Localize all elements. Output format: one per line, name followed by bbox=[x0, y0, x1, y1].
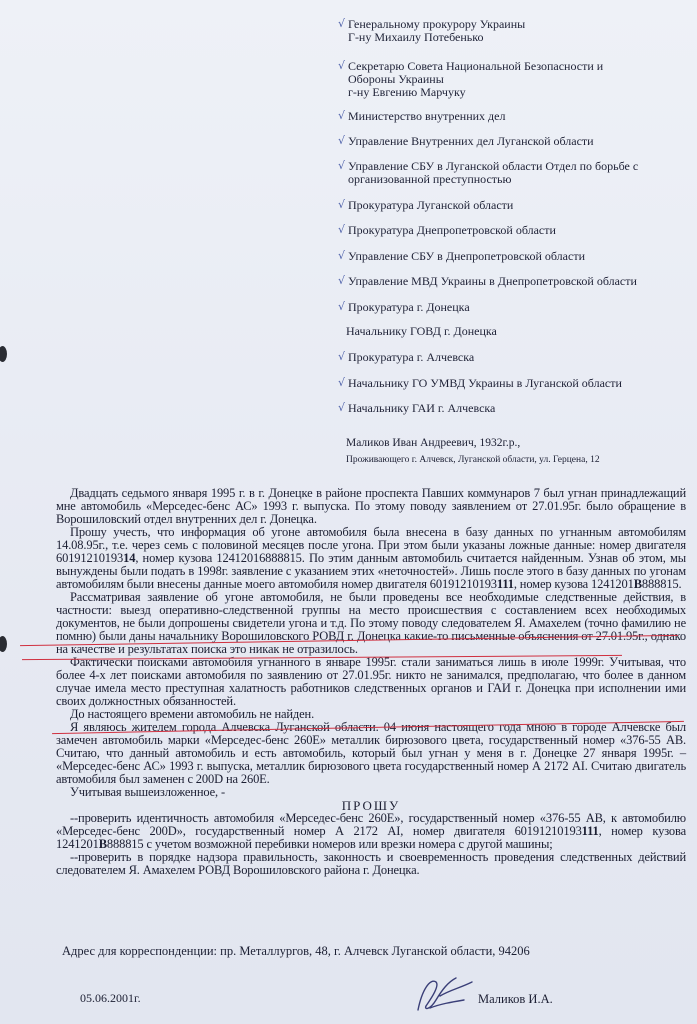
paragraph: До настоящего времени автомобиль не найден. bbox=[70, 707, 315, 721]
letter-body bbox=[56, 487, 686, 877]
request-title: ПРОШУ bbox=[341, 798, 401, 813]
addressee: √ Прокуратура Луганской области bbox=[338, 198, 514, 212]
paragraph: Учитывая вышеизложенное, - bbox=[70, 785, 225, 799]
sender-name: Маликов Иван Андреевич, 1932г.р., bbox=[346, 437, 521, 449]
check-mark-icon: √ bbox=[338, 401, 346, 414]
addressee: √ Прокуратура г. Донецка bbox=[338, 300, 470, 314]
paragraph: Прошу учесть, что информация об угоне автомобиля была внесена в базу данных по угнанным автомобилям 14.08.95г., т.е. через семь с половиной месяцев после угона. При этом были указаны ложные данные: номер двигателя 6019121019314, номер кузова 12412016888815. По этим данным автомобиль считается найденным. Узнав об этом, мы вынуждены были подать в 1998г. заявление с указанием этих «неточностей». Лишь после этого в базу данных по угонам автомобилям были внесены данные моего автомобиля номер двигателя 60191210193111, номер кузова 1241201B888815. bbox=[56, 525, 686, 591]
addressee: Г-ну Михаилу Потебенько bbox=[348, 30, 484, 44]
paragraph: --проверить в порядке надзора правильность, законность и своевременность проведения следственных действий следователем Я. Амахелем РОВД Ворошиловского района г. Донецка. bbox=[56, 850, 686, 877]
addressee: организованной преступностью bbox=[348, 172, 512, 186]
check-mark-icon: √ bbox=[338, 223, 346, 236]
addressee: √ Министерство внутренних дел bbox=[338, 109, 506, 123]
letter-date: 05.06.2001г. bbox=[80, 991, 141, 1005]
sender-residence: Проживающего г. Алчевск, Луганской области, ул. Герцена, 12 bbox=[346, 455, 600, 465]
check-mark-icon: √ bbox=[338, 249, 346, 262]
addressee: √ Управление МВД Украины в Днепропетровской области bbox=[338, 274, 637, 288]
paragraph: Двадцать седьмого января 1995 г. в г. Донецке в районе проспекта Павших коммунаров 7 был угнан принадлежащий мне автомобиль «Мерседес-бенс АС» 1993 г. выпуска. По этому поводу заявлением от 27.01.95г. было обращение в Ворошиловский отдел внутренних дел г. Донецка. bbox=[56, 486, 686, 526]
punch-hole bbox=[0, 346, 7, 362]
addressee: √ Секретарю Совета Национальной Безопасности и bbox=[338, 59, 604, 73]
addressee: √ Прокуратура г. Алчевска bbox=[338, 350, 475, 364]
punch-hole bbox=[0, 636, 7, 652]
addressee: √ Генеральному прокурору Украины bbox=[338, 17, 526, 31]
addressee: √ Управление СБУ в Днепропетровской области bbox=[338, 249, 585, 263]
check-mark-icon: √ bbox=[338, 300, 346, 313]
sender-block bbox=[346, 437, 691, 466]
addressee: √ Прокуратура Днепропетровской области bbox=[338, 223, 556, 237]
check-mark-icon: √ bbox=[338, 159, 346, 172]
check-mark-icon: √ bbox=[338, 376, 346, 389]
check-mark-icon: √ bbox=[338, 134, 346, 147]
paragraph: --проверить идентичность автомобиля «Мерседес-бенс 260Е», государственный номер «376-55 АВ, к автомобилю «Мерседес-бенс 200D», государственный номер А 2172 AI, номер двигателя 60191210193111, номер кузова 1241201B888815 с учетом возможной перебивки номеров или врезки номера с другой машины; bbox=[56, 811, 686, 851]
addressee: Начальнику ГОВД г. Донецка bbox=[346, 324, 497, 338]
addressee: √ Управление Внутренних дел Луганской области bbox=[338, 134, 594, 148]
addressee: √ Управление СБУ в Луганской области Отдел по борьбе с bbox=[338, 159, 639, 173]
check-mark-icon: √ bbox=[338, 350, 346, 363]
paragraph: Фактически поисками автомобиля угнанного в январе 1995г. стали заниматься лишь в июле 1999г. Учитывая, что более 4-х лет поисками автомобиля по заявлению от 27.01.95г. никто не занимался, предполагаю, что более в данном случае имела место преступная халатность работников следственных органов и ГАИ г. Донецка при исполнении ими своих должностных обязанностей. bbox=[56, 655, 686, 708]
check-mark-icon: √ bbox=[338, 17, 346, 30]
signer-name: Маликов И.А. bbox=[478, 992, 553, 1006]
check-mark-icon: √ bbox=[338, 198, 346, 211]
signature bbox=[400, 960, 490, 1020]
check-mark-icon: √ bbox=[338, 274, 346, 287]
check-mark-icon: √ bbox=[338, 109, 346, 122]
paragraph: Рассматривая заявление об угоне автомобиля, не были проведены все необходимые следственные действия, в частности: выезд оперативно-следственной группы на место происшествия с составлением всех необходимых документов, не были допрошены свидетели угона и т.д. По этому поводу следователем Я. Амахелем (точно фамилию не помню) были даны начальнику Ворошиловского РОВД г. Донецка какие-то письменные объяснения от 27.01.95г., однако на качестве и результатах поиска это никак не отразилось. bbox=[56, 590, 686, 656]
correspondence-address: Адрес для корреспонденции: пр. Металлургов, 48, г. Алчевск Луганской области, 94206 bbox=[62, 944, 530, 958]
addressee: √ Начальнику ГАИ г. Алчевска bbox=[338, 401, 496, 415]
addressee: г-ну Евгению Марчуку bbox=[348, 85, 466, 99]
addressee: Обороны Украины bbox=[348, 72, 444, 86]
addressee: √ Начальнику ГО УМВД Украины в Луганской области bbox=[338, 376, 622, 390]
paragraph: Я являюсь жителем города Алчевска Луганской области. 04 июня настоящего года мною в городе Алчевске был замечен автомобиль марки «Мерседес-бенс 260Е» металлик бирюзового цвета, государственный номер «376-55 АВ. Считаю, что данный автомобиль и есть автомобиль, который был угнан у меня в г. Донецке 27 января 1995г. – «Мерседес-бенс АС» 1993 г. выпуска, металлик бирюзового цвета государственный номер А 2172 AI. Считаю двигатель автомобиля был заменен с 200D на 260E. bbox=[56, 720, 686, 786]
check-mark-icon: √ bbox=[338, 59, 346, 72]
